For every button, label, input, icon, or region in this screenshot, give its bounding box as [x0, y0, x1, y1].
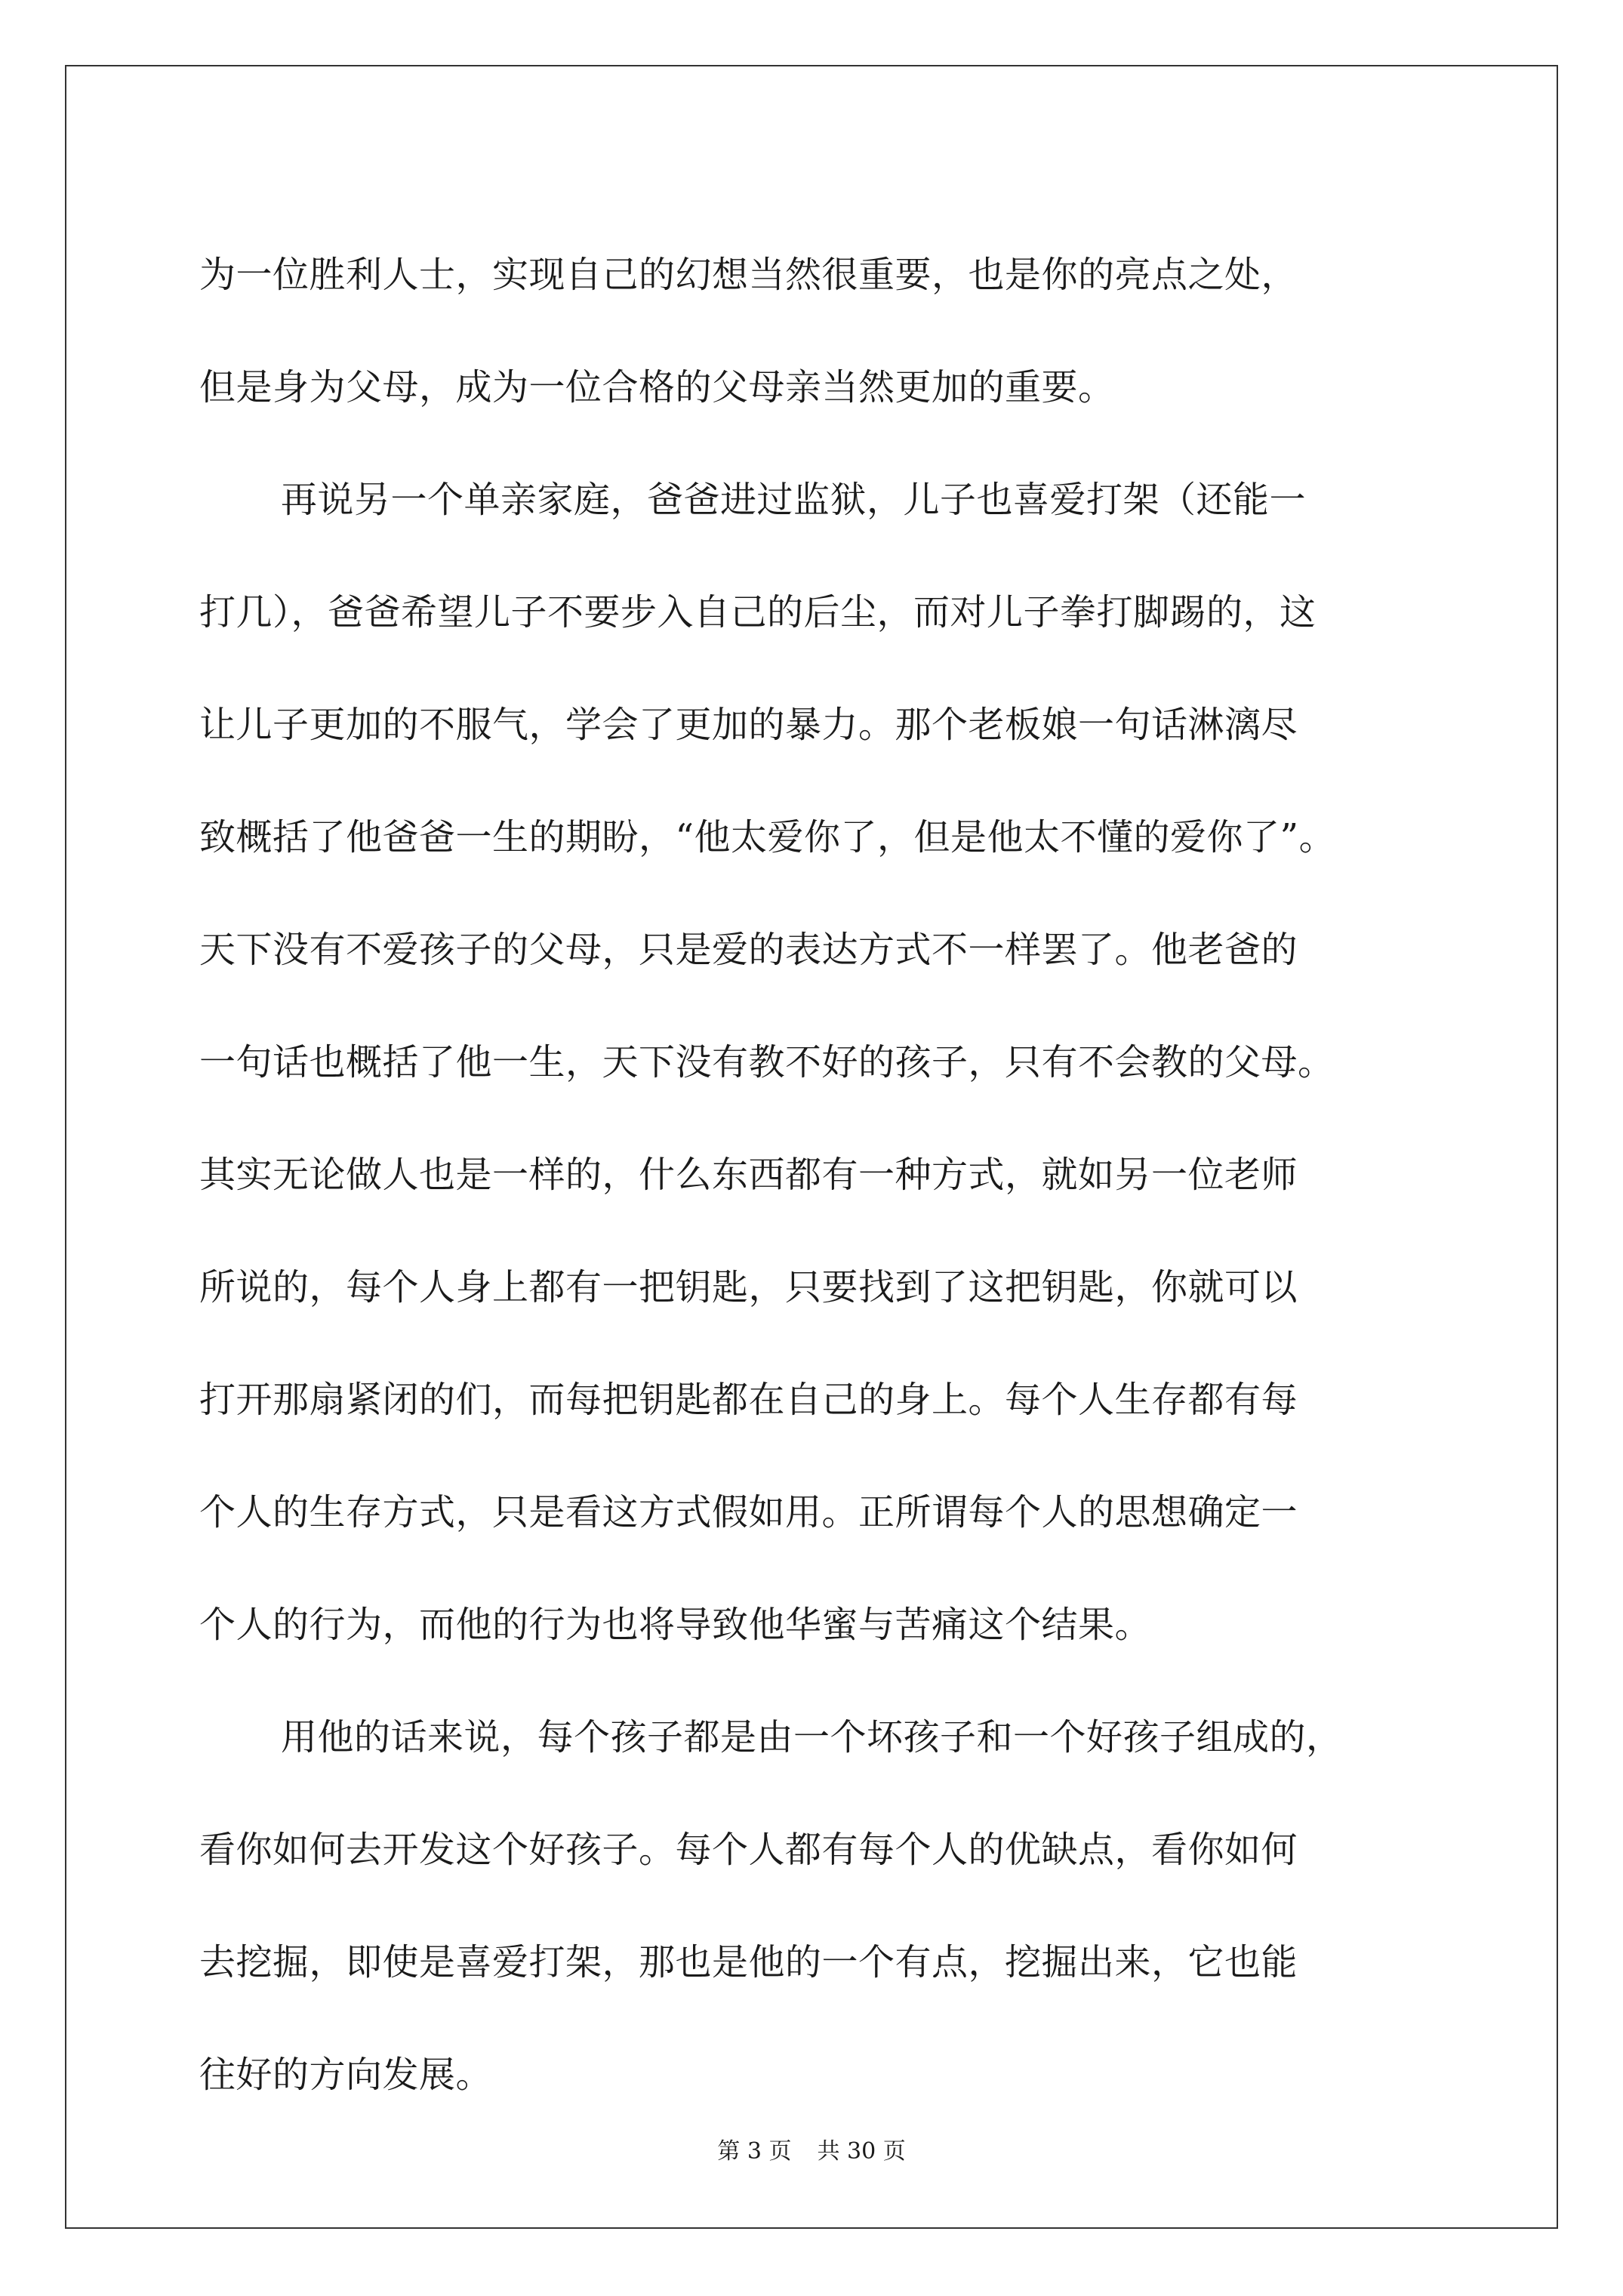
text-line: 为一位胜利人士，实现自己的幻想当然很重要，也是你的亮点之处， — [199, 254, 1298, 296]
text-line: 但是身为父母，成为一位合格的父母亲当然更加的重要。 — [199, 366, 1115, 408]
text-line: 再说另一个单亲家庭，爸爸进过监狱，儿子也喜爱打架（还能一 — [281, 479, 1307, 521]
text-line: 去挖掘，即使是喜爱打架，那也是他的一个有点，挖掘出来，它也能 — [199, 1941, 1298, 1983]
text-line: 个人的生存方式，只是看这方式假如用。正所谓每个人的思想确定一 — [199, 1491, 1298, 1533]
text-line: 往好的方向发展。 — [199, 2054, 493, 2096]
text-line: 致概括了他爸爸一生的期盼，“他太爱你了，但是他太不懂的爱你了”。 — [199, 816, 1336, 858]
text-line: 个人的行为，而他的行为也将导致他华蜜与苦痛这个结果。 — [199, 1604, 1152, 1646]
text-line: 其实无论做人也是一样的，什么东西都有一种方式，就如另一位老师 — [199, 1154, 1298, 1196]
page-total: 共 30 页 — [817, 2138, 906, 2165]
text-line: 所说的，每个人身上都有一把钥匙，只要找到了这把钥匙，你就可以 — [199, 1266, 1298, 1308]
document-body — [199, 219, 1483, 2131]
text-line: 让儿子更加的不服气，学会了更加的暴力。那个老板娘一句话淋漓尽 — [199, 704, 1298, 746]
page-footer — [0, 2138, 1623, 2165]
text-line: 打几），爸爸希望儿子不要步入自己的后尘，而对儿子拳打脚踢的，这 — [199, 591, 1317, 633]
text-line: 看你如何去开发这个好孩子。每个人都有每个人的优缺点，看你如何 — [199, 1829, 1298, 1871]
text-line: 一句话也概括了他一生，天下没有教不好的孩子，只有不会教的父母。 — [199, 1041, 1335, 1083]
text-line: 打开那扇紧闭的们，而每把钥匙都在自己的身上。每个人生存都有每 — [199, 1379, 1298, 1421]
text-line: 天下没有不爱孩子的父母，只是爱的表达方式不一样罢了。他老爸的 — [199, 929, 1298, 971]
page-number: 第 3 页 — [717, 2138, 792, 2165]
text-line: 用他的话来说，每个孩子都是由一个坏孩子和一个好孩子组成的， — [281, 1716, 1343, 1758]
